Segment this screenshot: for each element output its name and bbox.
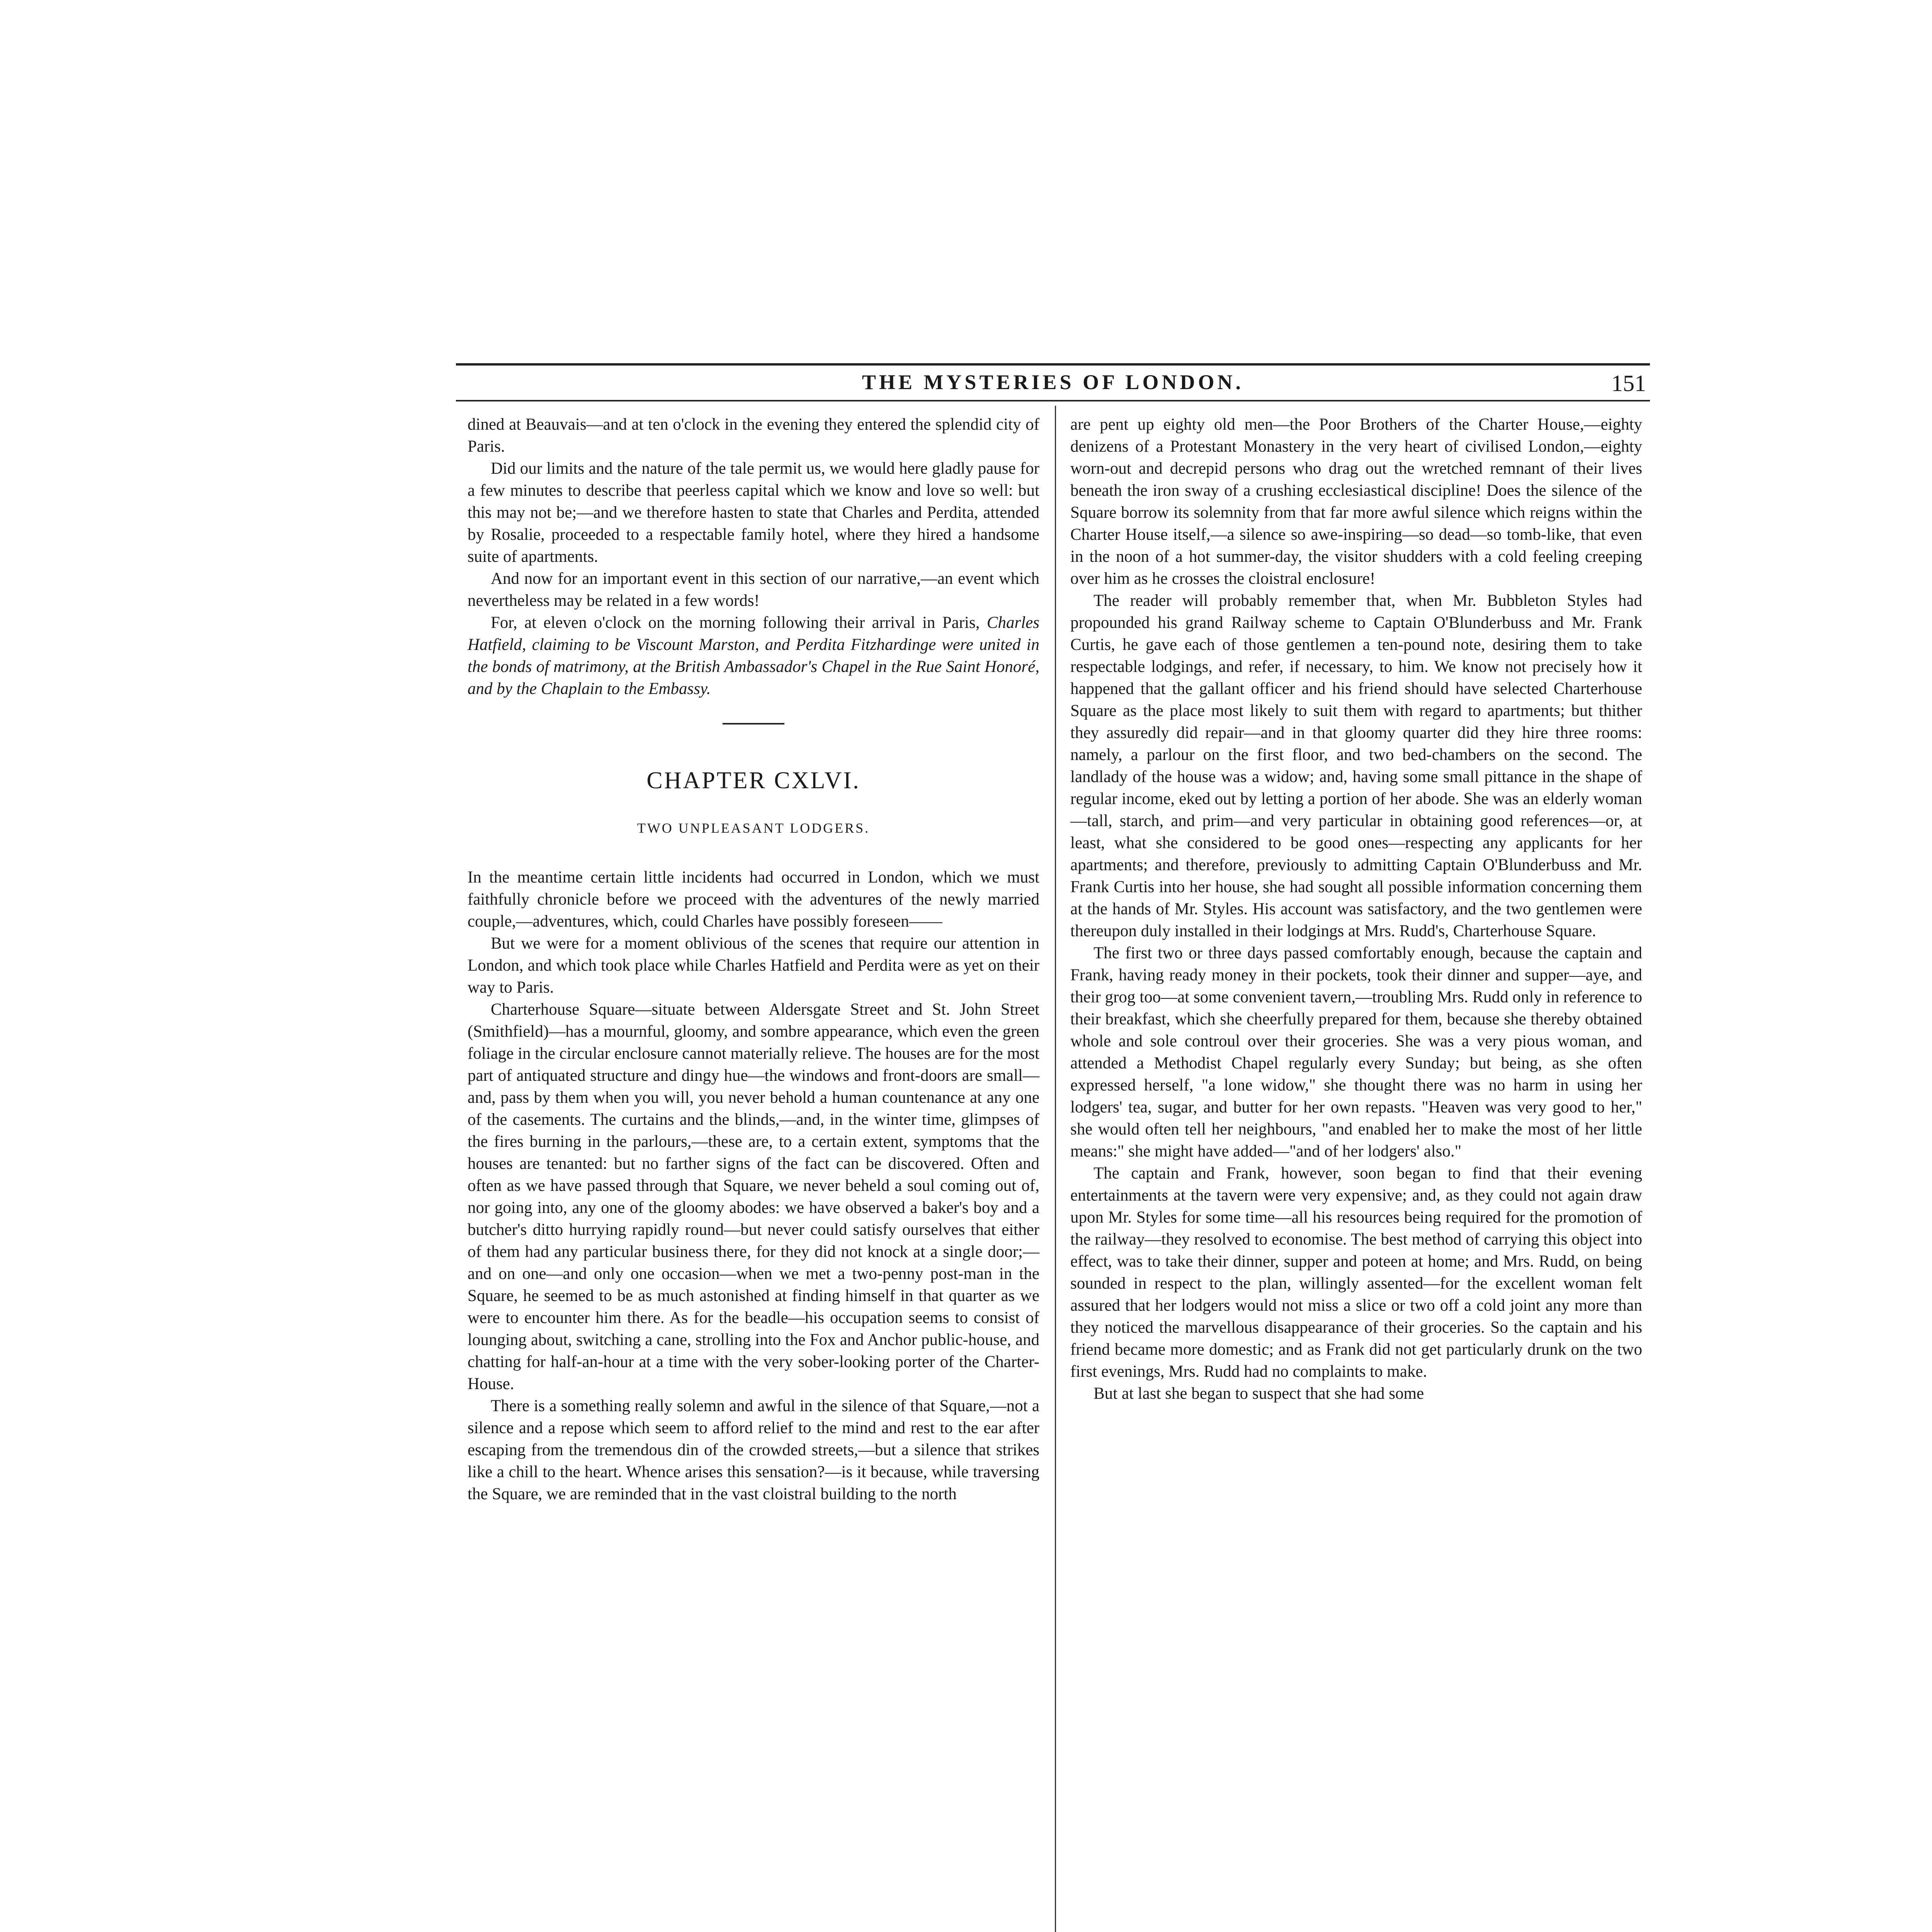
italic-text: Charles Hatfield, claiming to be Viscount Marston, and Perdita Fitzhardinge were united in the bonds of matrimony, at the British Ambassador's Chapel in the Rue Saint Honoré, and by the Chaplain to the Embassy. bbox=[468, 614, 1039, 698]
chapter-heading: CHAPTER CXLVI. bbox=[646, 767, 861, 794]
column-divider bbox=[1055, 406, 1056, 1932]
newspaper-page bbox=[456, 363, 1650, 1932]
paragraph: There is a something really solemn and awful in the silence of that Square,—not a silence and a repose which seem to afford relief to the mind and rest to the ear after escaping from the tremendous din of the crowded streets,—but a silence that strikes like a chill to the heart. Whence arises this sensation?—is it because, while traversing the Square, we are reminded that in the vast cloistral building to the north bbox=[468, 1397, 1039, 1503]
paragraph: are pent up eighty old men—the Poor Brothers of the Charter House,—eighty denizens of a Protestant Monastery in the very heart of civilised London,—eighty worn-out and decrepid persons who drag out the wretched remnant of their lives beneath the iron sway of a crushing ecclesiastical discipline! Does the silence of the Square borrow its solemnity from that far more awful silence which reigns within the Charter House itself,—a silence so awe-inspiring—so dead—so tomb-like, that even in the noon of a hot summer-day, the visitor shudders with a cold feeling creeping over him as he crosses the cloistral enclosure! bbox=[1070, 415, 1642, 588]
paragraph: The reader will probably remember that, when Mr. Bubbleton Styles had propounded his grand Railway scheme to Captain O'Blunderbuss and Mr. Frank Curtis, he gave each of those gentlemen a ten-pound note, desiring them to take respectable lodgings, and refer, if necessary, to him. We know not precisely how it happened that the gallant officer and his friend should have selected Charterhouse Square as the place most likely to suit them with regard to apartments; but thither they assuredly did repair—and in that gloomy quarter did they hire three rooms: namely, a parlour on the first floor, and two bed-chambers on the second. The landlady of the house was a widow; and, having some small pittance in the shape of regular income, eked out by letting a portion of her abode. She was an elderly woman—tall, starch, and prim—and very particular in obtaining good references—or, at least, what she considered to be good ones—respecting any applicants for her apartments; and therefore, previously to admitting Captain O'Blunderbuss and Mr. Frank Curtis into her house, she had sought all possible information concerning them at the hands of Mr. Styles. His account was satisfactory, and the two gentlemen were thereupon duly installed in their lodgings at Mrs. Rudd's, Charterhouse Square. bbox=[1070, 592, 1642, 940]
paragraph: Charterhouse Square—situate between Aldersgate Street and St. John Street (Smithfield)—has a mournful, gloomy, and sombre appearance, which even the green foliage in the circular enclosure cannot materially relieve. The houses are for the most part of antiquated structure and dingy hue—the windows and front-doors are small—and, pass by them when you will, you never behold a human countenance at any one of the casements. The curtains and the blinds,—and, in the winter time, glimpses of the fires burning in the parlours,—these are, to a certain extent, symptoms that the houses are tenanted: but no farther signs of the fact can be discovered. Often and often as we have passed through that Square, we never beheld a soul coming out of, nor going into, any one of the gloomy abodes: we have observed a baker's boy and a butcher's ditto hurrying rapidly round—but never could satisfy ourselves that either of them had any particular business there, for they did not knock at a single door;—and on one—and only one occasion—when we met a two-penny post-man in the Square, he seemed to be as much astonished at finding himself in that quarter as we were to encounter him there. As for the beadle—his occupation seems to consist of lounging about, switching a cane, strolling into the Fox and Anchor public-house, and chatting for half-an-hour at a time with the very sober-looking porter of the Charter-House. bbox=[468, 1000, 1039, 1393]
paragraph: The captain and Frank, however, soon began to find that their evening entertainments at the tavern were very expensive; and, as they could not again draw upon Mr. Styles for some time—all his resources being required for the promotion of the railway—they resolved to economise. The best method of carrying this object into effect, was to take their dinner, supper and poteen at home; and Mrs. Rudd, on being sounded in respect to the plan, willingly assented—for the excellent woman felt assured that her lodgers would not miss a slice or two off a cold joint any more than they noticed the marvellous disappearance of their groceries. So the captain and his friend became more domestic; and as Frank did not get particularly drunk on the two first evenings, Mrs. Rudd had no complaints to make. bbox=[1070, 1164, 1642, 1381]
paragraph-text: For, at eleven o'clock on the morning following their arrival in Paris, bbox=[491, 614, 987, 632]
paragraph: But we were for a moment oblivious of the scenes that require our attention in London, and which took place while Charles Hatfield and Perdita were as yet on their way to Paris. bbox=[468, 934, 1039, 997]
paragraph: In the meantime certain little incidents had occurred in London, which we must faithfully chronicle before we proceed with the adventures of the newly married couple,—adventures, which, could Charles have possibly foreseen—— bbox=[468, 868, 1039, 930]
right-column bbox=[1070, 413, 1642, 1405]
page-header bbox=[456, 370, 1650, 397]
paragraph: And now for an important event in this section of our narrative,—an event which nevertheless may be related in a few words! bbox=[468, 570, 1039, 610]
chapter-subtitle: TWO UNPLEASANT LODGERS. bbox=[637, 820, 870, 836]
paragraph: But at last she began to suspect that she had some bbox=[1094, 1384, 1424, 1403]
header-rule-top bbox=[456, 363, 1650, 366]
left-column bbox=[468, 413, 1039, 1505]
section-divider bbox=[723, 723, 784, 724]
paragraph bbox=[468, 612, 1039, 700]
paragraph: dined at Beauvais—and at ten o'clock in the evening they entered the splendid city of Paris. bbox=[468, 415, 1039, 456]
page-number: 151 bbox=[1611, 371, 1646, 396]
paragraph: Did our limits and the nature of the tale permit us, we would here gladly pause for a few minutes to describe that peerless capital which we know and love so well: but this may not be;—and we therefore hasten to state that Charles and Perdita, attended by Rosalie, proceeded to a respectable family hotel, where they hired a handsome suite of apartments. bbox=[468, 459, 1039, 566]
running-title: THE MYSTERIES OF LONDON. bbox=[862, 371, 1244, 394]
header-rule-bottom bbox=[456, 400, 1650, 401]
paragraph: The first two or three days passed comfortably enough, because the captain and Frank, having ready money in their pockets, took their dinner and supper—aye, and their grog too—at some convenient tavern,—troubling Mrs. Rudd only in reference to their breakfast, which she cheerfully prepared for them, because she thereby obtained whole and sole controul over their groceries. She was a very pious woman, and attended a Methodist Chapel regularly every Sunday; but being, as she often expressed herself, "a lone widow," she thought there was no harm in using her lodgers' tea, sugar, and butter for her own repasts. "Heaven was very good to her," she would often tell her neighbours, "and enabled her to make the most of her little means:" she might have added—"and of her lodgers' also." bbox=[1070, 944, 1642, 1160]
